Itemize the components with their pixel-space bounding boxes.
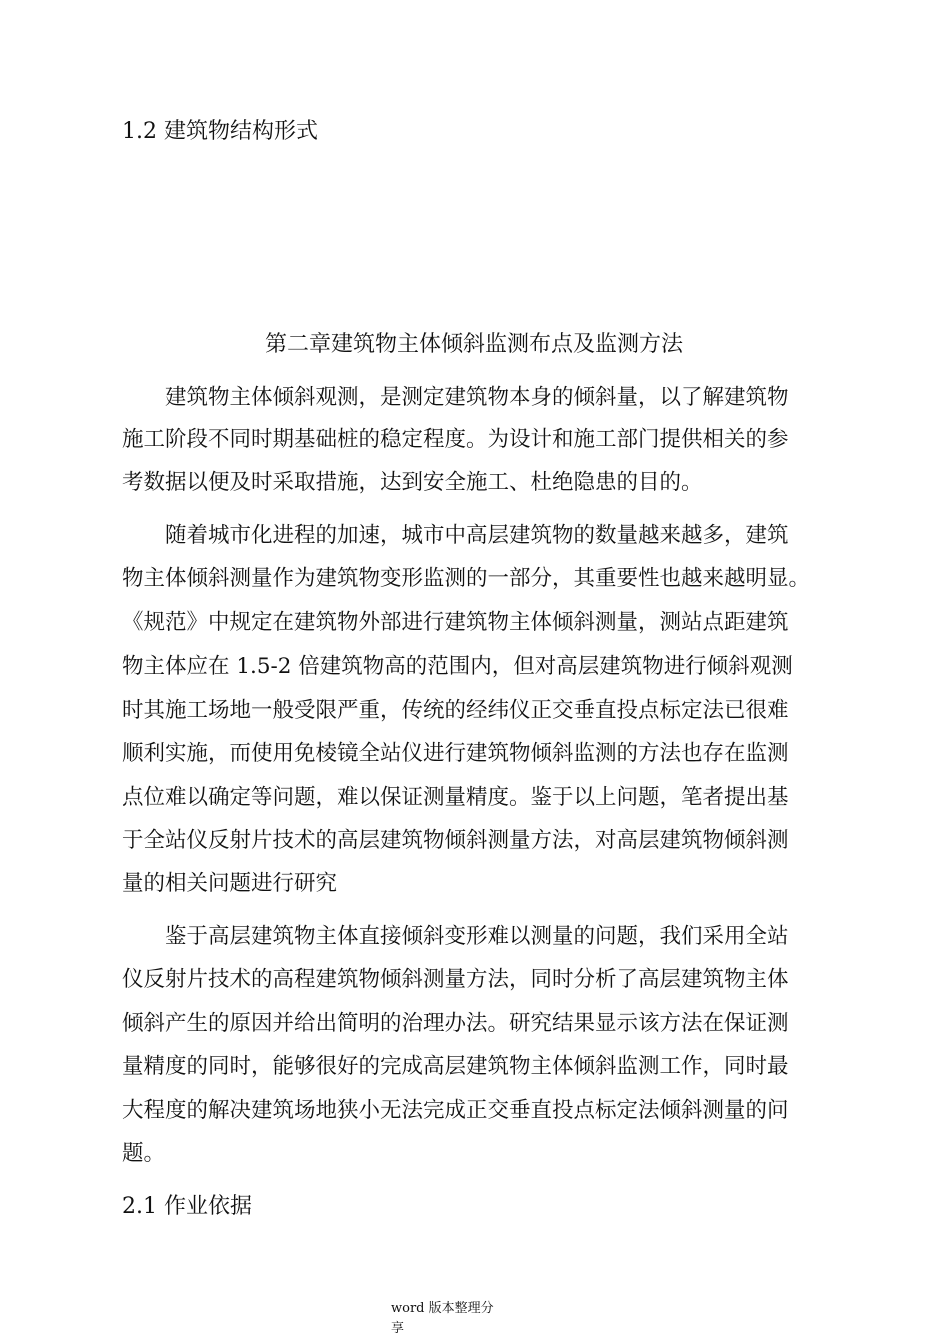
section-heading-2-1: 2.1 作业依据	[122, 1194, 252, 1219]
paragraph-line: 量精度的同时，能够很好的完成高层建筑物主体倾斜监测工作，同时最	[122, 1054, 789, 1079]
paragraph-line: 鉴于高层建筑物主体直接倾斜变形难以测量的问题，我们采用全站	[165, 924, 789, 949]
footer-line-1: word 版本整理分	[391, 1301, 494, 1316]
paragraph-line: 建筑物主体倾斜观测，是测定建筑物本身的倾斜量，以了解建筑物	[165, 385, 789, 410]
section-heading-1-2: 1.2 建筑物结构形式	[122, 119, 318, 144]
paragraph-line: 仪反射片技术的高程建筑物倾斜测量方法，同时分析了高层建筑物主体	[122, 967, 789, 992]
paragraph-line: 点位难以确定等问题，难以保证测量精度。鉴于以上问题，笔者提出基	[122, 785, 789, 810]
paragraph-line: 物主体应在 1.5-2 倍建筑物高的范围内，但对高层建筑物进行倾斜观测	[122, 654, 793, 679]
paragraph-line: 物主体倾斜测量作为建筑物变形监测的一部分，其重要性也越来越明显。	[122, 566, 811, 591]
paragraph-line: 随着城市化进程的加速，城市中高层建筑物的数量越来越多，建筑	[165, 523, 789, 548]
paragraph-line: 《规范》中规定在建筑物外部进行建筑物主体倾斜测量，测站点距建筑	[122, 610, 789, 635]
paragraph-line: 倾斜产生的原因并给出简明的治理办法。研究结果显示该方法在保证测	[122, 1011, 789, 1036]
footer-line-2: 享	[391, 1321, 405, 1336]
chapter-title: 第二章建筑物主体倾斜监测布点及监测方法	[265, 332, 684, 357]
paragraph-line: 大程度的解决建筑场地狭小无法完成正交垂直投点标定法倾斜测量的问	[122, 1098, 789, 1123]
paragraph-line: 于全站仪反射片技术的高层建筑物倾斜测量方法，对高层建筑物倾斜测	[122, 828, 789, 853]
paragraph-line: 题。	[122, 1141, 166, 1166]
paragraph-line: 量的相关问题进行研究	[122, 871, 338, 896]
paragraph-line: 施工阶段不同时期基础桩的稳定程度。为设计和施工部门提供相关的参	[122, 427, 789, 452]
paragraph-line: 考数据以便及时采取措施，达到安全施工、杜绝隐患的目的。	[122, 470, 703, 495]
paragraph-line: 顺利实施，而使用免棱镜全站仪进行建筑物倾斜监测的方法也存在监测	[122, 741, 789, 766]
paragraph-line: 时其施工场地一般受限严重，传统的经纬仪正交垂直投点标定法已很难	[122, 698, 789, 723]
